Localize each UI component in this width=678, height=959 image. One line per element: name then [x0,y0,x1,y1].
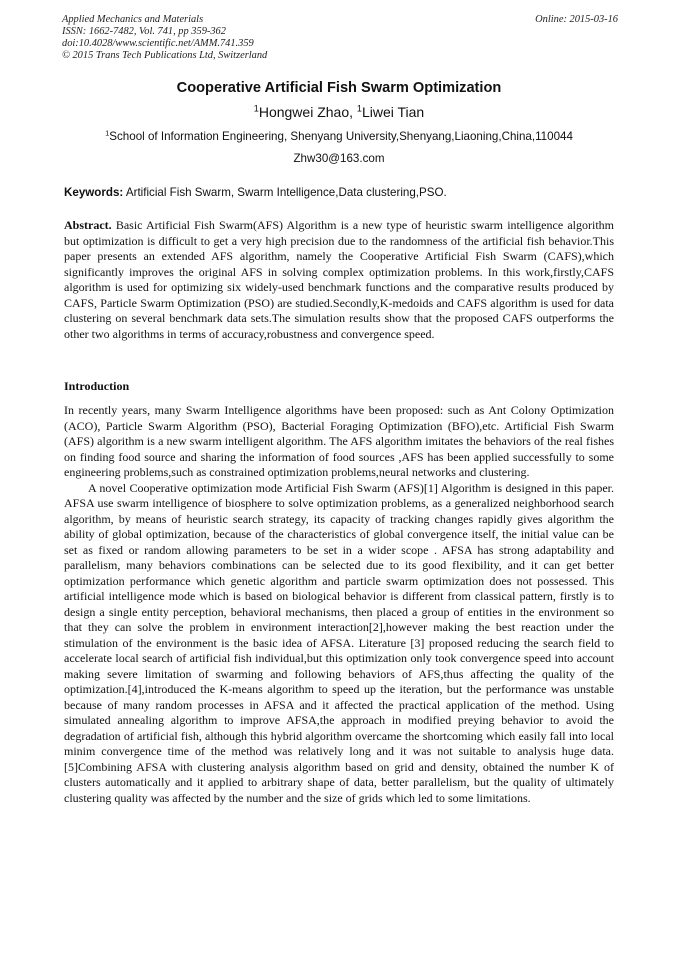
journal-name: Applied Mechanics and Materials [62,14,204,25]
author-2-sup: 1 [356,103,362,114]
section-heading-introduction: Introduction [64,379,130,393]
abstract [64,218,614,342]
paper-title: Cooperative Artificial Fish Swarm Optimization [176,80,502,96]
affiliation-sup: 1 [105,128,110,138]
abstract-text: Basic Artificial Fish Swarm(AFS) Algorithm is a new type of heuristic swarm intelligence algorithm but optimization is difficult to get a very high precision due to the randomness of the artificial fish behavior.This paper presents an extended AFS algorithm, namely the Cooperative Artificial Fish Swarm (CAFS),which significantly improves the original AFS in solving complex optimization problems. In this work,firstly,CAFS algorithm is used for optimizing six widely-used benchmark functions and the comparative results produced by CAFS, Particle Swarm Optimization (PSO) are studied.Secondly,K-medoids and CAFS algorithm is used for data clustering on several benchmark data sets.The simulation results show that the proposed CAFS outperforms the other two algorithms in terms of accuracy,robustness and convergence speed. [64,218,614,341]
doi-line: doi:10.4028/www.scientific.net/AMM.741.359 [62,38,254,49]
keywords-text: Artificial Fish Swarm, Swarm Intelligence,Data clustering,PSO. [123,186,447,199]
author-1-name: Hongwei Zhao, [258,104,357,120]
author-1 [254,104,357,120]
online-date: Online: 2015-03-16 [535,14,618,25]
author-email: Zhw30@163.com [293,152,385,165]
author-2 [357,104,424,120]
keywords-label: Keywords: [64,186,124,199]
intro-paragraph-1: In recently years, many Swarm Intelligence algorithms have been proposed: such as Ant Colony Optimization (ACO), Particle Swarm Algorithm (PSO), Bacterial Foraging Optimization (BFO),etc. Artificial Fish Swarm (AFS) algorithm is a new swarm intelligent algorithm. The AFS algorithm imitates the behaviors of the real fishes on finding food source and sharing the information of food sources ,AFS has been applied successfully to some engineering problems,such as constrained optimization problems,neural networks and clustering. [64,403,614,479]
issn-line: ISSN: 1662-7482, Vol. 741, pp 359-362 [62,26,226,37]
affiliation [0,130,678,143]
author-2-name: Liwei Tian [361,104,425,120]
abstract-label: Abstract. [64,218,112,232]
author-1-sup: 1 [253,103,259,114]
introduction-body [64,403,614,806]
author-list [0,104,678,120]
journal-header [62,14,618,62]
intro-paragraph-2: A novel Cooperative optimization mode Artificial Fish Swarm (AFS)[1] Algorithm is designed in this paper. AFSA use swarm intelligence of biosphere to solve optimization problems, as a generalized neighborhood search algorithm, by means of heuristic search strategy, its capacity of tracking changes rapidly gives algorithm the ability of global optimization, because of the characteristics of global convergence itself, the initial value can be set as fixed or random allowing parameters to be set in a wider scope . AFSA has strong adaptability and parallelism, many behaviors combinations can be selected due to its good flexibility, and it can get better optimization performance which genetic algorithm and particle swarm optimization does not possessed. This artificial intelligence mode which is based on biological behavior is different from classical pattern, firstly is to design a single entity perception, behavioral mechanisms, then placed a group of entities in the environment so that they can solve the problem in environment interaction[2],however making the best reaction under the stimulation of the environment is the basic idea of AFSA. Literature [3] proposed reducing the search field to accelerate local search of artificial fish individual,but this optimization only took convergence speed into account making severe limitation of swarming and following behaviors of AFS,thus affecting the quality of the optimization.[4],introduced the K-means algorithm to speed up the iteration, but the performance was unstable because of many random processes in AFSA and it affected the practical application of the method. Using simulated annealing algorithm to improve AFSA,the approach in modified preying behavior to avoid the degradation of artificial fish, although this hybrid algorithm overcame the shortcoming which easily fall into local minim convergence time of the method was relatively long and it was not suitable to analysis huge data. [5]Combining AFSA with clustering analysis algorithm based on grid and density, obtained the number K of clusters automatically and it applied to arbitrary shape of data, better parallelism, but the quality of ultimately clustering quality was affected by the number and the size of grids which led to some limitations. [64,480,614,805]
keywords [64,186,614,199]
copyright-line: © 2015 Trans Tech Publications Ltd, Switzerland [62,50,268,61]
affiliation-text: School of Information Engineering, Shenyang University,Shenyang,Liaoning,China,110044 [109,130,573,143]
